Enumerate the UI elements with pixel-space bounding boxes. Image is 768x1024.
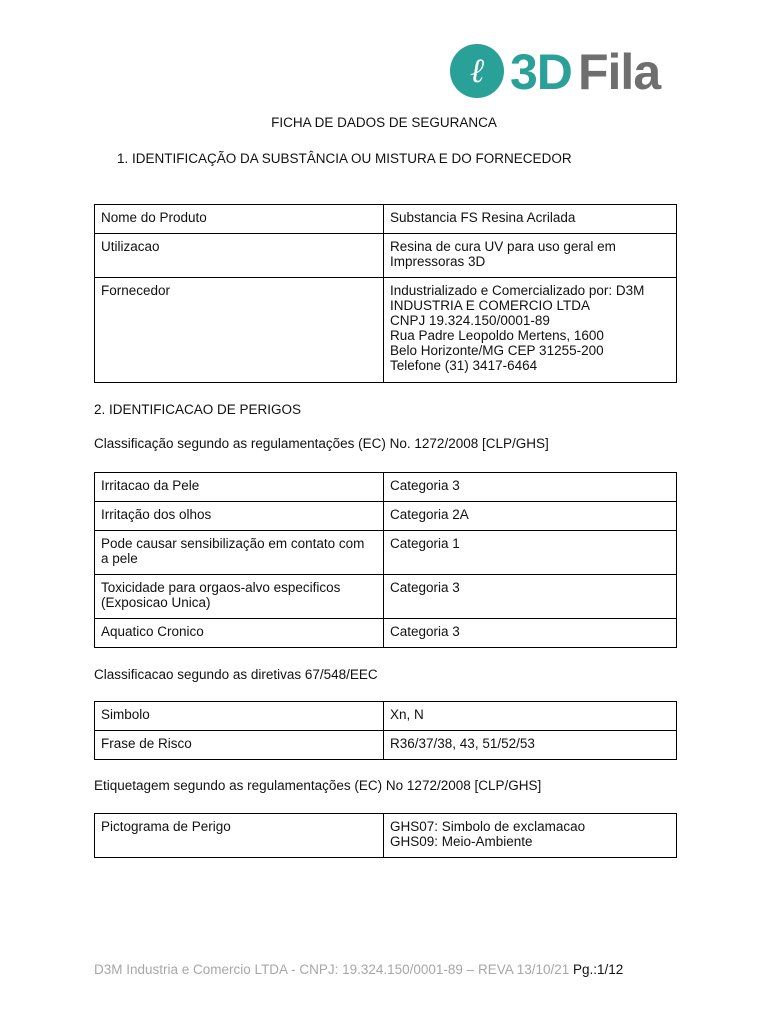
product-name-label: Nome do Produto	[95, 205, 384, 234]
table-row	[95, 702, 677, 731]
footer-company-info: D3M Industria e Comercio LTDA - CNPJ: 19.324.150/0001-89 – REVA 13/10/21	[94, 962, 574, 977]
logo-text-fila: Fila	[578, 44, 661, 100]
hazard-category: Categoria 3	[384, 575, 677, 619]
page-number: Pg.:1/12	[573, 962, 624, 977]
hazard-category: Categoria 3	[384, 473, 677, 502]
company-logo	[450, 42, 682, 102]
hazard-label: Pode causar sensibilização em contato com a pele	[95, 531, 384, 575]
table-row	[95, 575, 677, 619]
supplier-label: Fornecedor	[95, 278, 384, 383]
table-row	[95, 473, 677, 502]
clp-classification-caption: Classificação segundo as regulamentações (EC) No. 1272/2008 [CLP/GHS]	[94, 436, 549, 451]
table-row	[95, 502, 677, 531]
usage-value: Resina de cura UV para uso geral em Impressoras 3D	[384, 234, 677, 278]
table-row	[95, 731, 677, 760]
hazard-category: Categoria 1	[384, 531, 677, 575]
section-1-heading: 1. IDENTIFICAÇÃO DA SUBSTÂNCIA OU MISTURA E DO FORNECEDOR	[117, 151, 572, 166]
symbol-label: Simbolo	[95, 702, 384, 731]
product-identification-table	[94, 204, 677, 383]
logo-mark-icon: ℓ	[450, 44, 504, 98]
eec-classification-table	[94, 701, 677, 760]
section-2-heading: 2. IDENTIFICACAO DE PERIGOS	[94, 402, 302, 417]
hazard-label: Irritação dos olhos	[95, 502, 384, 531]
risk-phrase-label: Frase de Risco	[95, 731, 384, 760]
table-row	[95, 205, 677, 234]
hazard-label: Toxicidade para orgaos-alvo especificos (Exposicao Unica)	[95, 575, 384, 619]
supplier-value: Industrializado e Comercializado por: D3M INDUSTRIA E COMERCIO LTDA CNPJ 19.324.150/0001-89 Rua Padre Leopoldo Mertens, 1600 Belo Horizonte/MG CEP 31255-200 Telefone (31) 3417-6464	[384, 278, 677, 383]
labelling-caption: Etiquetagem segundo as regulamentações (EC) No 1272/2008 [CLP/GHS]	[94, 778, 542, 793]
logo-text-3d: 3D	[510, 44, 572, 100]
table-row	[95, 278, 677, 383]
hazard-label: Aquatico Cronico	[95, 619, 384, 648]
hazard-category: Categoria 2A	[384, 502, 677, 531]
risk-phrase-value: R36/37/38, 43, 51/52/53	[384, 731, 677, 760]
symbol-value: Xn, N	[384, 702, 677, 731]
page-footer	[94, 962, 623, 977]
table-row	[95, 234, 677, 278]
table-row	[95, 531, 677, 575]
table-row	[95, 814, 677, 858]
usage-label: Utilizacao	[95, 234, 384, 278]
hazard-category: Categoria 3	[384, 619, 677, 648]
hazard-classification-table	[94, 472, 677, 648]
table-row	[95, 619, 677, 648]
labelling-table	[94, 813, 677, 858]
document-title: FICHA DE DADOS DE SEGURANCA	[271, 115, 497, 130]
pictogram-label: Pictograma de Perigo	[95, 814, 384, 858]
pictogram-value: GHS07: Simbolo de exclamacao GHS09: Meio-Ambiente	[384, 814, 677, 858]
hazard-label: Irritacao da Pele	[95, 473, 384, 502]
eec-classification-caption: Classificacao segundo as diretivas 67/548/EEC	[94, 667, 378, 682]
product-name-value: Substancia FS Resina Acrilada	[384, 205, 677, 234]
